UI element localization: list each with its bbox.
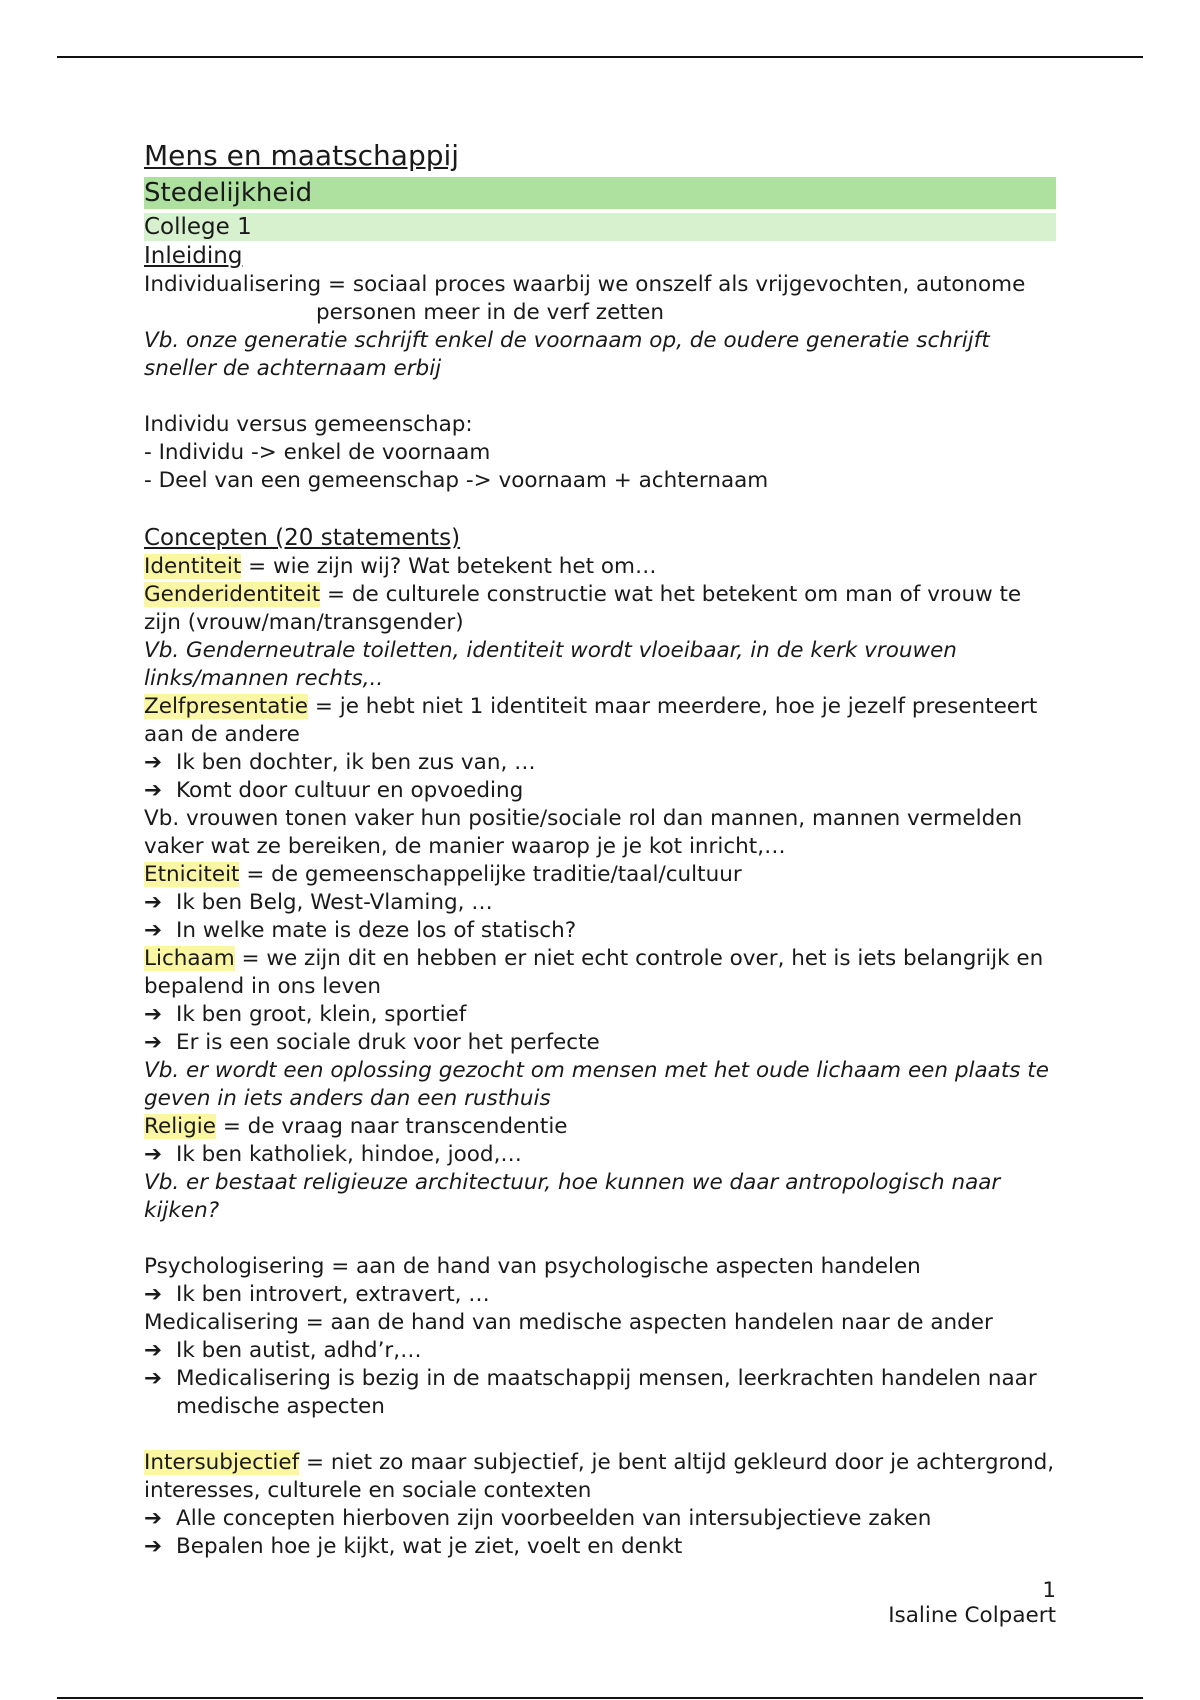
heading-stedelijkheid: Stedelijkheid (144, 177, 1056, 209)
spacer (144, 1225, 1056, 1253)
arrow-icon: ➔ (144, 1534, 163, 1559)
arrow-item: ➔ In welke mate is deze los of statisch? (144, 918, 577, 943)
spacer (144, 383, 1056, 411)
section-concepten: Concepten (20 statements) (144, 525, 461, 551)
arrow-icon: ➔ (144, 778, 163, 803)
arrow-icon: ➔ (144, 890, 163, 915)
term-lichaam: Lichaam (144, 946, 235, 971)
arrow-item: ➔ Ik ben groot, klein, sportief (144, 1002, 467, 1027)
definition-lichaam: = we zijn dit en hebben er niet echt controle over, het is iets belangrijk en bepalend in ons leven (144, 946, 1044, 999)
definition-zelfpresentatie: = je hebt niet 1 identiteit maar meerdere, hoe je jezelf presenteert aan de andere (144, 694, 1038, 747)
arrow-item: ➔ Ik ben katholiek, hindoe, jood,… (144, 1142, 522, 1167)
arrow-item: ➔ Ik ben introvert, extravert, … (144, 1282, 490, 1307)
footer-rule (57, 1697, 1143, 1699)
arrow-item: ➔ Er is een sociale druk voor het perfecte (144, 1030, 600, 1055)
concept-genderidentiteit (144, 581, 1056, 637)
individualisering-line-cont: personen meer in de verf zetten (316, 300, 665, 325)
section-inleiding: Inleiding (144, 243, 243, 269)
example-gender: Vb. Genderneutrale toiletten, identiteit wordt vloeibaar, in de kerk vrouwen links/mannen rechts,.. (144, 638, 957, 691)
term-genderidentiteit: Genderidentiteit (144, 582, 321, 607)
concept-etniciteit (144, 861, 1056, 889)
page-number: 1 (1042, 1578, 1056, 1603)
individualisering-line: Individualisering = sociaal proces waarbij we onszelf als vrijgevochten, autonome (144, 272, 1026, 297)
medicalisering-line: Medicalisering = aan de hand van medische aspecten handelen naar de ander (144, 1310, 993, 1335)
heading-college: College 1 (144, 213, 1056, 241)
author-name: Isaline Colpaert (888, 1603, 1056, 1628)
concept-zelfpresentatie (144, 693, 1056, 749)
arrow-item: ➔ Ik ben Belg, West-Vlaming, … (144, 890, 493, 915)
definition-intersubjectief: = niet zo maar subjectief, je bent altijd gekleurd door je achtergrond, interesses, culturele en sociale contexten (144, 1450, 1055, 1503)
document-title: Mens en maatschappij (144, 139, 460, 172)
psychologisering-line: Psychologisering = aan de hand van psychologische aspecten handelen (144, 1254, 921, 1279)
arrow-item: ➔ Ik ben autist, adhd’r,… (144, 1338, 422, 1363)
example-zelfpresentatie: Vb. vrouwen tonen vaker hun positie/sociale rol dan mannen, mannen vermelden vaker wat ze bereiken, de manier waarop je je kot inricht,… (144, 806, 1023, 859)
spacer (144, 1421, 1056, 1449)
term-zelfpresentatie: Zelfpresentatie (144, 694, 309, 719)
term-intersubjectief: Intersubjectief (144, 1450, 300, 1475)
definition-religie: = de vraag naar transcendentie (216, 1114, 568, 1139)
example-voornaam: Vb. onze generatie schrijft enkel de voornaam op, de oudere generatie schrijft sneller de achternaam erbij (144, 328, 990, 381)
example-religie: Vb. er bestaat religieuze architectuur, hoe kunnen we daar antropologisch naar kijken? (144, 1170, 1001, 1223)
arrow-item: ➔ Komt door cultuur en opvoeding (144, 778, 524, 803)
gemeenschap-item: - Deel van een gemeenschap -> voornaam + achternaam (144, 468, 769, 493)
definition-etniciteit: = de gemeenschappelijke traditie/taal/cultuur (239, 862, 742, 887)
arrow-icon: ➔ (144, 1366, 163, 1391)
arrow-icon: ➔ (144, 1338, 163, 1363)
arrow-icon: ➔ (144, 750, 163, 775)
arrow-icon: ➔ (144, 918, 163, 943)
arrow-item: ➔ Bepalen hoe je kijkt, wat je ziet, voelt en denkt (144, 1534, 683, 1559)
arrow-icon: ➔ (144, 1030, 163, 1055)
concept-lichaam (144, 945, 1056, 1001)
spacer (144, 495, 1056, 523)
arrow-icon: ➔ (144, 1506, 163, 1531)
definition-genderidentiteit: = de culturele constructie wat het betekent om man of vrouw te zijn (vrouw/man/transgender) (144, 582, 1022, 635)
individu-item: - Individu -> enkel de voornaam (144, 440, 491, 465)
example-lichaam: Vb. er wordt een oplossing gezocht om mensen met het oude lichaam een plaats te geven in iets anders dan een rusthuis (144, 1058, 1049, 1111)
term-religie: Religie (144, 1114, 216, 1139)
concept-identiteit (144, 553, 1056, 581)
arrow-icon: ➔ (144, 1002, 163, 1027)
arrow-icon: ➔ (144, 1142, 163, 1167)
document-body (144, 138, 1056, 1561)
individu-gemeenschap-title: Individu versus gemeenschap: (144, 412, 473, 437)
arrow-item: ➔ Alle concepten hierboven zijn voorbeelden van intersubjectieve zaken (144, 1506, 932, 1531)
definition-identiteit: = wie zijn wij? Wat betekent het om… (241, 554, 657, 579)
term-etniciteit: Etniciteit (144, 862, 240, 887)
page-footer (888, 1578, 1056, 1628)
arrow-item: ➔ Medicalisering is bezig in de maatschappij mensen, leerkrachten handelen naar medische aspecten (144, 1366, 1037, 1419)
arrow-item: ➔ Ik ben dochter, ik ben zus van, … (144, 750, 536, 775)
arrow-icon: ➔ (144, 1282, 163, 1307)
concept-religie (144, 1113, 1056, 1141)
term-identiteit: Identiteit (144, 554, 242, 579)
header-rule (57, 56, 1143, 58)
concept-intersubjectief (144, 1449, 1056, 1505)
